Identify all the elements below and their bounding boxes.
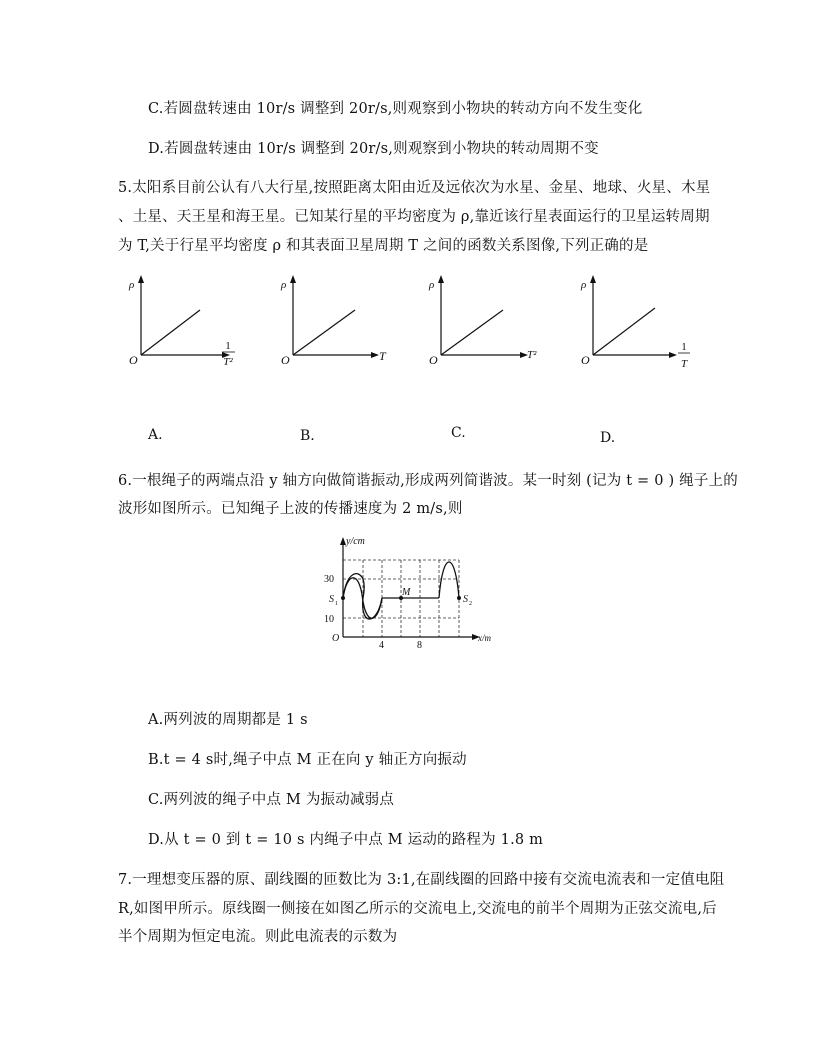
q6-option-c: C.两列波的绳子中点 M 为振动减弱点 (148, 792, 395, 808)
q5-stem-line2: 、土星、天王星和海王星。已知某行星的平均密度为 ρ,靠近该行星表面运行的卫星运转周期 (118, 209, 710, 225)
wave-y-tick-10: 10 (324, 614, 334, 625)
wave-s2-sub: 2 (469, 601, 472, 607)
q4-option-d: D.若圆盘转速由 10r/s 调整到 20r/s,则观察到小物块的转动周期不变 (148, 141, 599, 157)
graph-b-y-label: ρ (281, 279, 287, 291)
q4-option-c: C.若圆盘转速由 10r/s 调整到 20r/s,则观察到小物块的转动方向不发生变化 (148, 101, 643, 117)
q5-graph-b-label: B. (300, 428, 315, 444)
wave-x-tick-4: 4 (379, 640, 384, 651)
graph-a-x-den: T² (223, 356, 233, 368)
graph-a-y-label: ρ (129, 279, 135, 291)
graph-b-origin: O (281, 353, 290, 367)
q6-option-d: D.从 t = 0 到 t = 10 s 内绳子中点 M 运动的路程为 1.8 m (148, 832, 544, 848)
wave-m-label: M (402, 587, 411, 598)
q5-graph-d-label: D. (600, 430, 616, 446)
graph-d-origin: O (581, 353, 590, 367)
q5-graph-a-label: A. (148, 427, 163, 443)
wave-y-tick-30: 30 (324, 574, 334, 585)
wave-x-label: x/m (478, 633, 491, 643)
q5-graph-c-label: C. (451, 425, 466, 441)
q7-stem-line1: 7.一理想变压器的原、副线圈的匝数比为 3:1,在副线圈的回路中接有交流电流表和一定值电阻 (118, 872, 725, 888)
q6-option-a: A.两列波的周期都是 1 s (148, 712, 308, 728)
q6-option-b: B.t = 4 s时,绳子中点 M 正在向 y 轴正方向振动 (148, 752, 467, 768)
q5-graph-c (420, 272, 550, 377)
q6-stem-line2: 波形如图所示。已知绳子上波的传播速度为 2 m/s,则 (118, 501, 463, 517)
q5-graph-a (120, 272, 250, 377)
q7-stem-line3: 半个周期为恒定电流。则此电流表的示数为 (118, 929, 398, 945)
graph-a-x-num: 1 (225, 340, 231, 352)
wave-origin: O (332, 633, 340, 644)
wave-s1-sub: 1 (335, 601, 338, 607)
graph-c-y-label: ρ (429, 279, 435, 291)
q5-stem-line3: 为 T,关于行星平均密度 ρ 和其表面卫星周期 T 之间的函数关系图像,下列正确的是 (118, 238, 649, 254)
q7-stem-line2: R,如图甲所示。原线圈一侧接在如图乙所示的交流电上,交流电的前半个周期为正弦交流电,后 (118, 901, 717, 917)
graph-d-x-num: 1 (681, 341, 687, 353)
q6-wave-figure (320, 532, 505, 652)
wave-x-tick-8: 8 (417, 640, 422, 651)
graph-d-x-den: T (680, 358, 688, 370)
wave-s2-label: S (463, 594, 468, 605)
graph-c-origin: O (429, 353, 438, 367)
q6-stem-line1: 6.一根绳子的两端点沿 y 轴方向做简谐振动,形成两列简谐波。某一时刻 (记为 t = 0 ) 绳子上的 (118, 473, 738, 489)
wave-s1-label: S (329, 594, 334, 605)
graph-a-origin: O (129, 353, 138, 367)
graph-c-x-label: T² (527, 349, 537, 361)
q5-graph-d (572, 272, 702, 377)
graph-b-x-label: T (379, 349, 386, 363)
wave-y-label: y/cm (346, 536, 365, 547)
q5-stem-line1: 5.太阳系目前公认有八大行星,按照距离太阳由近及远依次为水星、金星、地球、火星、木星 (118, 180, 711, 196)
graph-d-y-label: ρ (581, 279, 587, 291)
q5-graph-b (272, 272, 402, 377)
